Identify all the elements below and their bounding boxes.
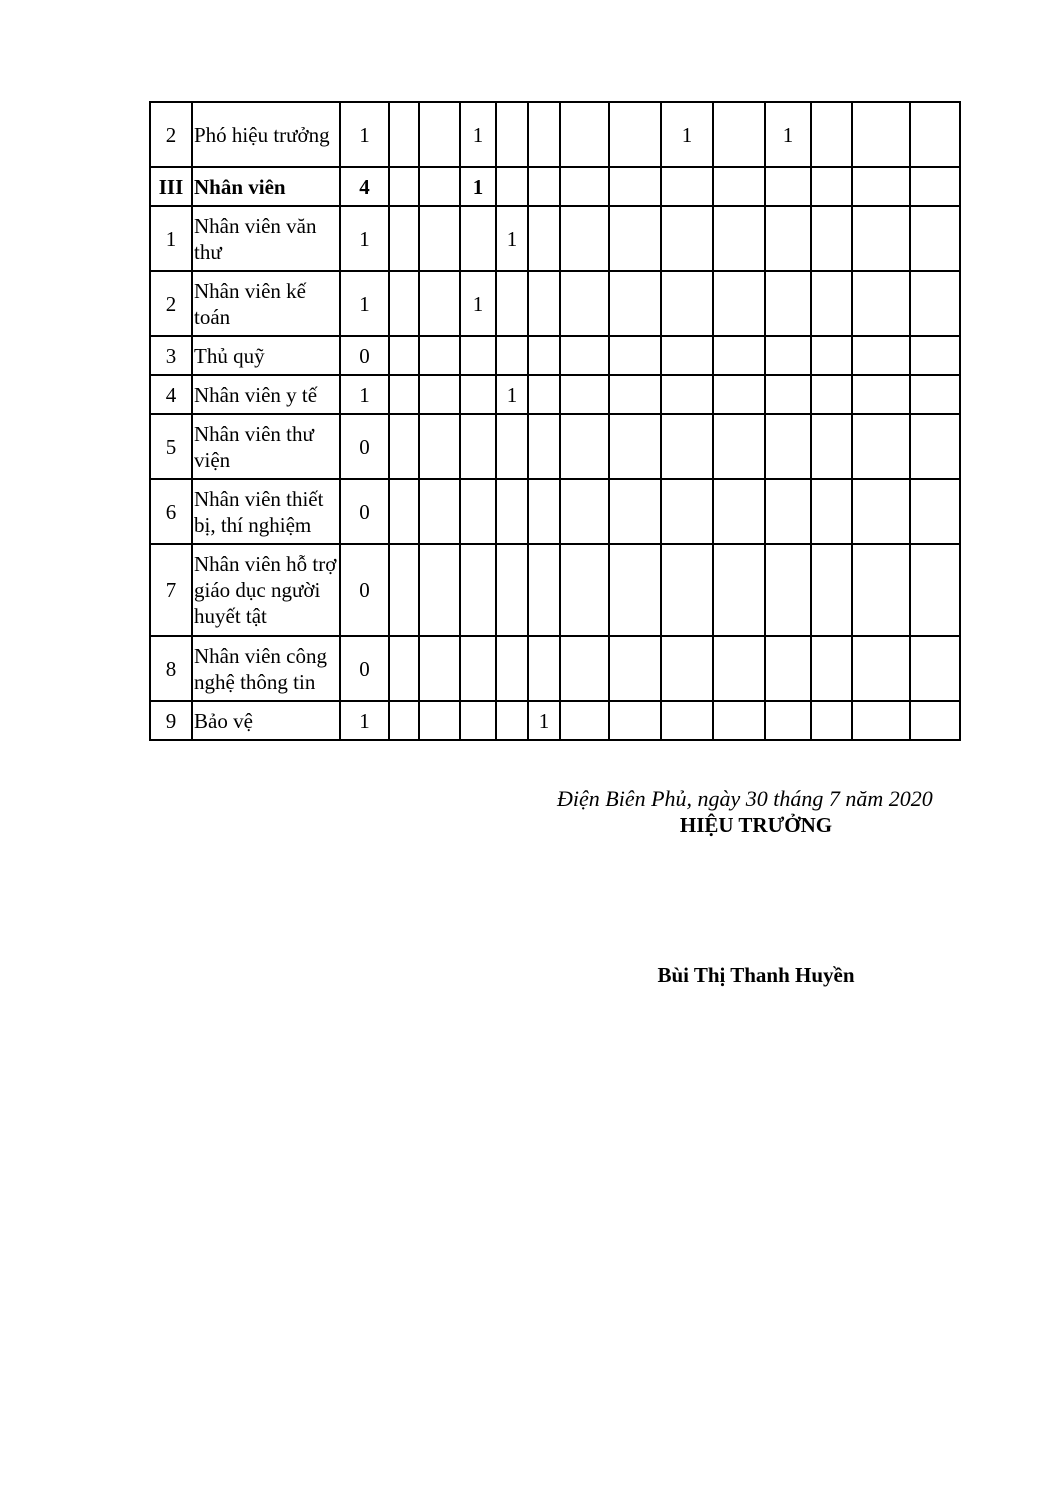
row-position-name: Nhân viên công nghệ thông tin (192, 636, 340, 701)
signer-name: Bùi Thị Thanh Huyền (657, 963, 855, 987)
table-cell (609, 167, 661, 206)
table-cell (460, 414, 496, 479)
table-cell (713, 375, 765, 414)
table-cell (661, 636, 713, 701)
row-position-name: Nhân viên thiết bị, thí nghiệm (192, 479, 340, 544)
table-cell (910, 636, 960, 701)
table-cell (496, 544, 528, 636)
table-cell (560, 636, 609, 701)
row-index: 3 (150, 336, 192, 375)
table-cell (661, 479, 713, 544)
table-cell (661, 167, 713, 206)
table-cell: 1 (340, 271, 389, 336)
table-cell: 1 (340, 206, 389, 271)
table-cell (765, 636, 811, 701)
table-cell (560, 336, 609, 375)
table-cell (609, 479, 661, 544)
table-cell (661, 336, 713, 375)
table-cell (528, 375, 560, 414)
table-cell (713, 636, 765, 701)
row-index: 2 (150, 102, 192, 167)
table-cell (389, 206, 419, 271)
table-cell: 1 (460, 167, 496, 206)
table-cell (713, 102, 765, 167)
table-cell (528, 167, 560, 206)
table-cell (496, 167, 528, 206)
table-cell: 1 (496, 375, 528, 414)
table-cell (389, 336, 419, 375)
table-cell (528, 336, 560, 375)
table-cell (713, 206, 765, 271)
table-cell (389, 701, 419, 740)
table-cell (389, 414, 419, 479)
table-cell (811, 336, 852, 375)
table-cell: 1 (661, 102, 713, 167)
table-cell: 1 (496, 206, 528, 271)
table-cell (609, 636, 661, 701)
table-cell (852, 336, 910, 375)
table-cell (852, 414, 910, 479)
table-cell (609, 271, 661, 336)
table-cell (765, 375, 811, 414)
table-cell (811, 414, 852, 479)
table-cell (389, 375, 419, 414)
table-cell (419, 479, 460, 544)
row-position-name: Thủ quỹ (192, 336, 340, 375)
table-cell (811, 102, 852, 167)
table-cell (910, 336, 960, 375)
table-cell (609, 544, 661, 636)
table-cell: 0 (340, 544, 389, 636)
table-cell (852, 206, 910, 271)
table-cell: 1 (460, 102, 496, 167)
table-cell (713, 414, 765, 479)
table-cell (460, 544, 496, 636)
table-cell: 4 (340, 167, 389, 206)
table-cell (419, 206, 460, 271)
row-position-name: Nhân viên hỗ trợ giáo dục người huyết tật (192, 544, 340, 636)
table-cell (528, 544, 560, 636)
table-cell (496, 701, 528, 740)
table-row (150, 102, 960, 167)
table-cell (560, 206, 609, 271)
table-cell (811, 701, 852, 740)
table-cell (389, 544, 419, 636)
table-row (150, 271, 960, 336)
table-cell (389, 636, 419, 701)
table-cell (460, 479, 496, 544)
table-cell (910, 414, 960, 479)
table-cell (910, 167, 960, 206)
table-cell (661, 375, 713, 414)
row-index: 9 (150, 701, 192, 740)
table-cell (460, 336, 496, 375)
table-cell (811, 479, 852, 544)
table-cell (496, 271, 528, 336)
table-cell (811, 375, 852, 414)
row-position-name: Bảo vệ (192, 701, 340, 740)
table-cell (765, 167, 811, 206)
table-cell (460, 701, 496, 740)
signature-place-date: Điện Biên Phủ, ngày 30 tháng 7 năm 2020 (557, 786, 933, 811)
table-cell (419, 636, 460, 701)
table-cell (609, 375, 661, 414)
table-cell (528, 414, 560, 479)
table-cell (811, 636, 852, 701)
table-cell (560, 544, 609, 636)
table-cell (713, 479, 765, 544)
table-cell: 1 (765, 102, 811, 167)
table-cell (811, 544, 852, 636)
table-cell (852, 102, 910, 167)
table-cell (713, 701, 765, 740)
table-cell (609, 336, 661, 375)
table-row (150, 375, 960, 414)
table-cell (852, 701, 910, 740)
table-cell (852, 544, 910, 636)
table-cell (389, 102, 419, 167)
table-cell: 1 (460, 271, 496, 336)
row-index: 7 (150, 544, 192, 636)
table-row (150, 544, 960, 636)
table-cell: 1 (340, 701, 389, 740)
row-position-name: Nhân viên thư viện (192, 414, 340, 479)
table-cell (419, 167, 460, 206)
table-cell (389, 479, 419, 544)
table-cell (528, 271, 560, 336)
table-cell (419, 544, 460, 636)
row-index: 1 (150, 206, 192, 271)
table-cell (496, 102, 528, 167)
table-cell: 1 (528, 701, 560, 740)
table-cell (609, 102, 661, 167)
table-cell (560, 701, 609, 740)
staff-table (149, 101, 961, 741)
table-cell (528, 102, 560, 167)
table-cell (910, 271, 960, 336)
table-cell: 0 (340, 479, 389, 544)
table-row (150, 206, 960, 271)
row-position-name: Nhân viên văn thư (192, 206, 340, 271)
table-cell (528, 206, 560, 271)
table-cell (609, 206, 661, 271)
table-cell (460, 636, 496, 701)
table-cell (419, 271, 460, 336)
table-cell (389, 167, 419, 206)
table-cell (765, 336, 811, 375)
table-cell (661, 414, 713, 479)
signer-title: HIỆU TRƯỞNG (679, 813, 833, 837)
table-cell (496, 414, 528, 479)
table-row (150, 414, 960, 479)
table-cell (713, 271, 765, 336)
table-row (150, 336, 960, 375)
table-cell (496, 336, 528, 375)
table-cell (560, 375, 609, 414)
table-cell (765, 479, 811, 544)
table-cell (811, 167, 852, 206)
table-row (150, 167, 960, 206)
table-cell (609, 414, 661, 479)
table-cell (910, 479, 960, 544)
row-position-name: Nhân viên kế toán (192, 271, 340, 336)
row-index: 8 (150, 636, 192, 701)
table-cell (560, 271, 609, 336)
table-cell (910, 375, 960, 414)
table-cell (609, 701, 661, 740)
table-cell (528, 636, 560, 701)
table-cell: 1 (340, 375, 389, 414)
table-cell (852, 375, 910, 414)
row-index: 2 (150, 271, 192, 336)
row-index: III (150, 167, 192, 206)
table-cell (765, 414, 811, 479)
table-cell (811, 271, 852, 336)
table-cell (419, 414, 460, 479)
table-cell: 0 (340, 414, 389, 479)
row-index: 6 (150, 479, 192, 544)
table-row (150, 636, 960, 701)
table-cell (389, 271, 419, 336)
table-cell (661, 206, 713, 271)
table-cell (528, 479, 560, 544)
table-cell (852, 167, 910, 206)
table-cell (852, 479, 910, 544)
table-cell (419, 701, 460, 740)
table-cell (765, 271, 811, 336)
row-position-name: Nhân viên y tế (192, 375, 340, 414)
table-row (150, 701, 960, 740)
table-cell (910, 701, 960, 740)
table-cell (560, 414, 609, 479)
table-cell (419, 102, 460, 167)
table-cell (765, 544, 811, 636)
table-cell (910, 206, 960, 271)
table-cell (661, 544, 713, 636)
table-cell (661, 701, 713, 740)
table-cell (852, 636, 910, 701)
table-cell (419, 375, 460, 414)
table-cell (765, 206, 811, 271)
table-cell (460, 206, 496, 271)
table-cell (852, 271, 910, 336)
table-cell (560, 167, 609, 206)
table-cell: 0 (340, 636, 389, 701)
table-cell (496, 479, 528, 544)
row-index: 4 (150, 375, 192, 414)
table-cell (496, 636, 528, 701)
table-cell (713, 336, 765, 375)
table-cell (910, 544, 960, 636)
table-cell: 0 (340, 336, 389, 375)
table-row (150, 479, 960, 544)
table-cell (765, 701, 811, 740)
row-position-name: Phó hiệu trưởng (192, 102, 340, 167)
row-position-name: Nhân viên (192, 167, 340, 206)
table-cell (811, 206, 852, 271)
table-cell (460, 375, 496, 414)
table-cell (560, 479, 609, 544)
table-cell (713, 544, 765, 636)
table-cell (713, 167, 765, 206)
row-index: 5 (150, 414, 192, 479)
table-cell (910, 102, 960, 167)
table-cell (419, 336, 460, 375)
table-cell (661, 271, 713, 336)
table-cell: 1 (340, 102, 389, 167)
table-cell (560, 102, 609, 167)
